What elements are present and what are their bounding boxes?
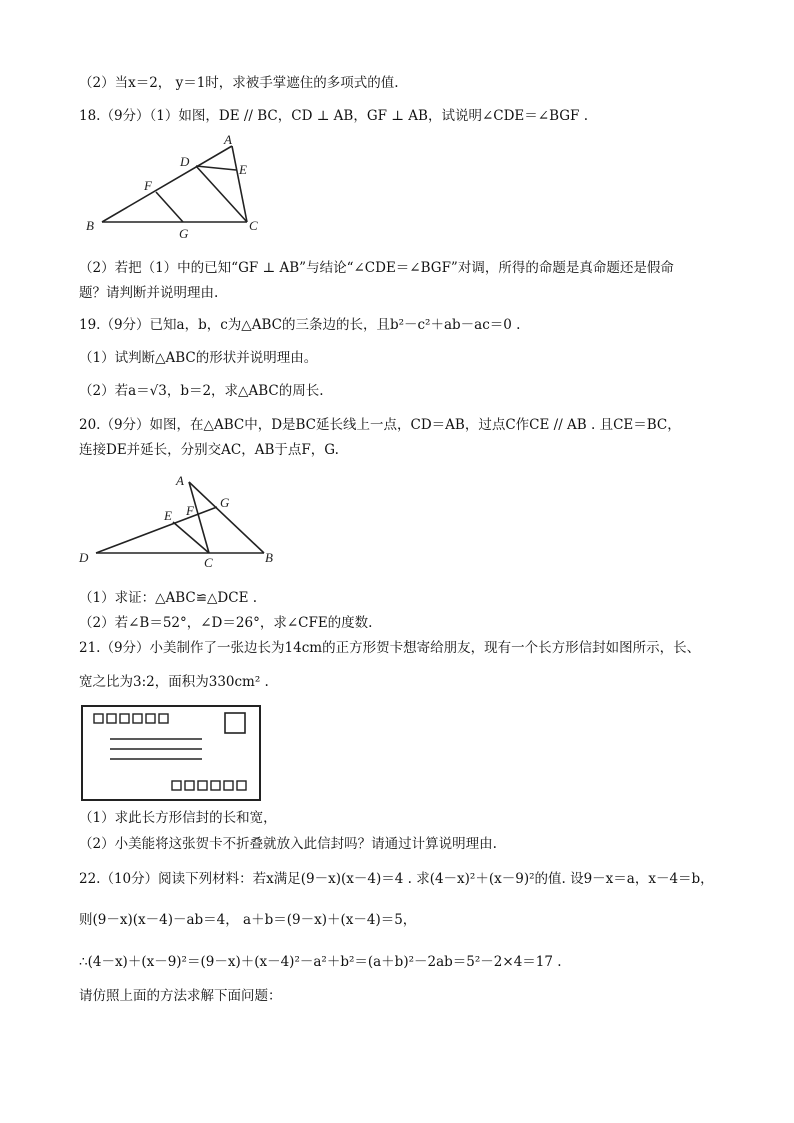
q22-instruction: 请仿照上面的方法求解下面问题：	[79, 988, 282, 1004]
q20-stem-line1: 20.（9分）如图，在△ABC中，D是BC延长线上一点，CD＝AB，过点C作CE // AB . 且CE＝BC，	[79, 417, 681, 433]
q21-stem-line2: 宽之比为3:2，面积为330cm² .	[79, 674, 269, 690]
q22-stem-line3: ∴(4－x)＋(x－9)²＝(9－x)＋(x－4)²－a²＋b²＝(a＋b)²－2ab＝5²－2×4＝17 .	[79, 954, 562, 970]
fig20-label-b: B	[265, 550, 273, 565]
q18-part2-line1: （2）若把（1）中的已知“GF ⊥ AB”与结论“∠CDE＝∠BGF”对调，所得的命题是真命题还是假命	[79, 260, 674, 276]
q19-stem: 19.（9分）已知a，b，c为△ABC的三条边的长，且b²－c²＋ab－ac＝0 .	[79, 317, 521, 333]
fig18-label-a: A	[224, 132, 232, 147]
q22-stem-line1: 22.（10分）阅读下列材料：若x满足(9－x)(x－4)＝4 . 求(4－x)²＋(x－9)²的值. 设9－x＝a，x－4＝b，	[79, 871, 714, 887]
q19-part1: （1）试判断△ABC的形状并说明理由。	[79, 350, 318, 366]
fig20-label-e: E	[164, 508, 172, 523]
fig18-label-g: G	[179, 226, 189, 241]
q17-part2: （2）当x＝2， y＝1时，求被手掌遮住的多项式的值.	[79, 75, 399, 91]
q20-part2: （2）若∠B＝52°，∠D＝26°，求∠CFE的度数.	[79, 615, 373, 631]
fig20-label-a: A	[176, 473, 184, 488]
fig18-label-c: C	[249, 218, 258, 233]
fig18-segment-fg	[156, 192, 183, 222]
figure-q18	[84, 132, 274, 242]
fig20-segment-ab	[189, 482, 264, 553]
q21-part1: （1）求此长方形信封的长和宽，	[79, 810, 277, 826]
fig20-segment-dg	[96, 507, 217, 553]
fig20-label-f: F	[186, 503, 194, 518]
q21-part2: （2）小美能将这张贺卡不折叠就放入此信封吗？请通过计算说明理由.	[79, 836, 497, 852]
q18-stem: 18.（9分）（1）如图，DE // BC，CD ⊥ AB，GF ⊥ AB，试说明∠CDE＝∠BGF .	[79, 108, 588, 124]
fig18-label-e: E	[239, 162, 247, 177]
fig20-label-c: C	[204, 555, 213, 570]
stamp-box	[225, 713, 245, 733]
fig18-label-f: F	[144, 178, 152, 193]
fig20-segment-ec	[173, 522, 209, 553]
figure-q20	[76, 470, 286, 570]
fig20-label-d: D	[79, 550, 89, 565]
fig18-label-b: B	[86, 218, 94, 233]
fig18-label-d: D	[180, 154, 190, 169]
q22-stem-line2: 则(9－x)(x－4)－ab＝4， a＋b＝(9－x)＋(x－4)＝5，	[79, 912, 417, 928]
q20-part1: （1）求证：△ABC≌△DCE .	[79, 590, 258, 606]
figure-q21-envelope	[80, 704, 264, 804]
q21-stem-line1: 21.（9分）小美制作了一张边长为14cm的正方形贺卡想寄给朋友，现有一个长方形信封如图所示，长、	[79, 640, 701, 656]
fig18-segment-ac	[232, 146, 247, 222]
fig20-label-g: G	[220, 495, 230, 510]
q20-stem-line2: 连接DE并延长，分别交AC，AB于点F，G.	[79, 442, 339, 458]
q19-part2: （2）若a＝√3，b＝2，求△ABC的周长.	[79, 383, 324, 399]
q18-part2-line2: 题？请判断并说明理由.	[79, 285, 219, 301]
fig18-segment-de	[196, 166, 236, 170]
